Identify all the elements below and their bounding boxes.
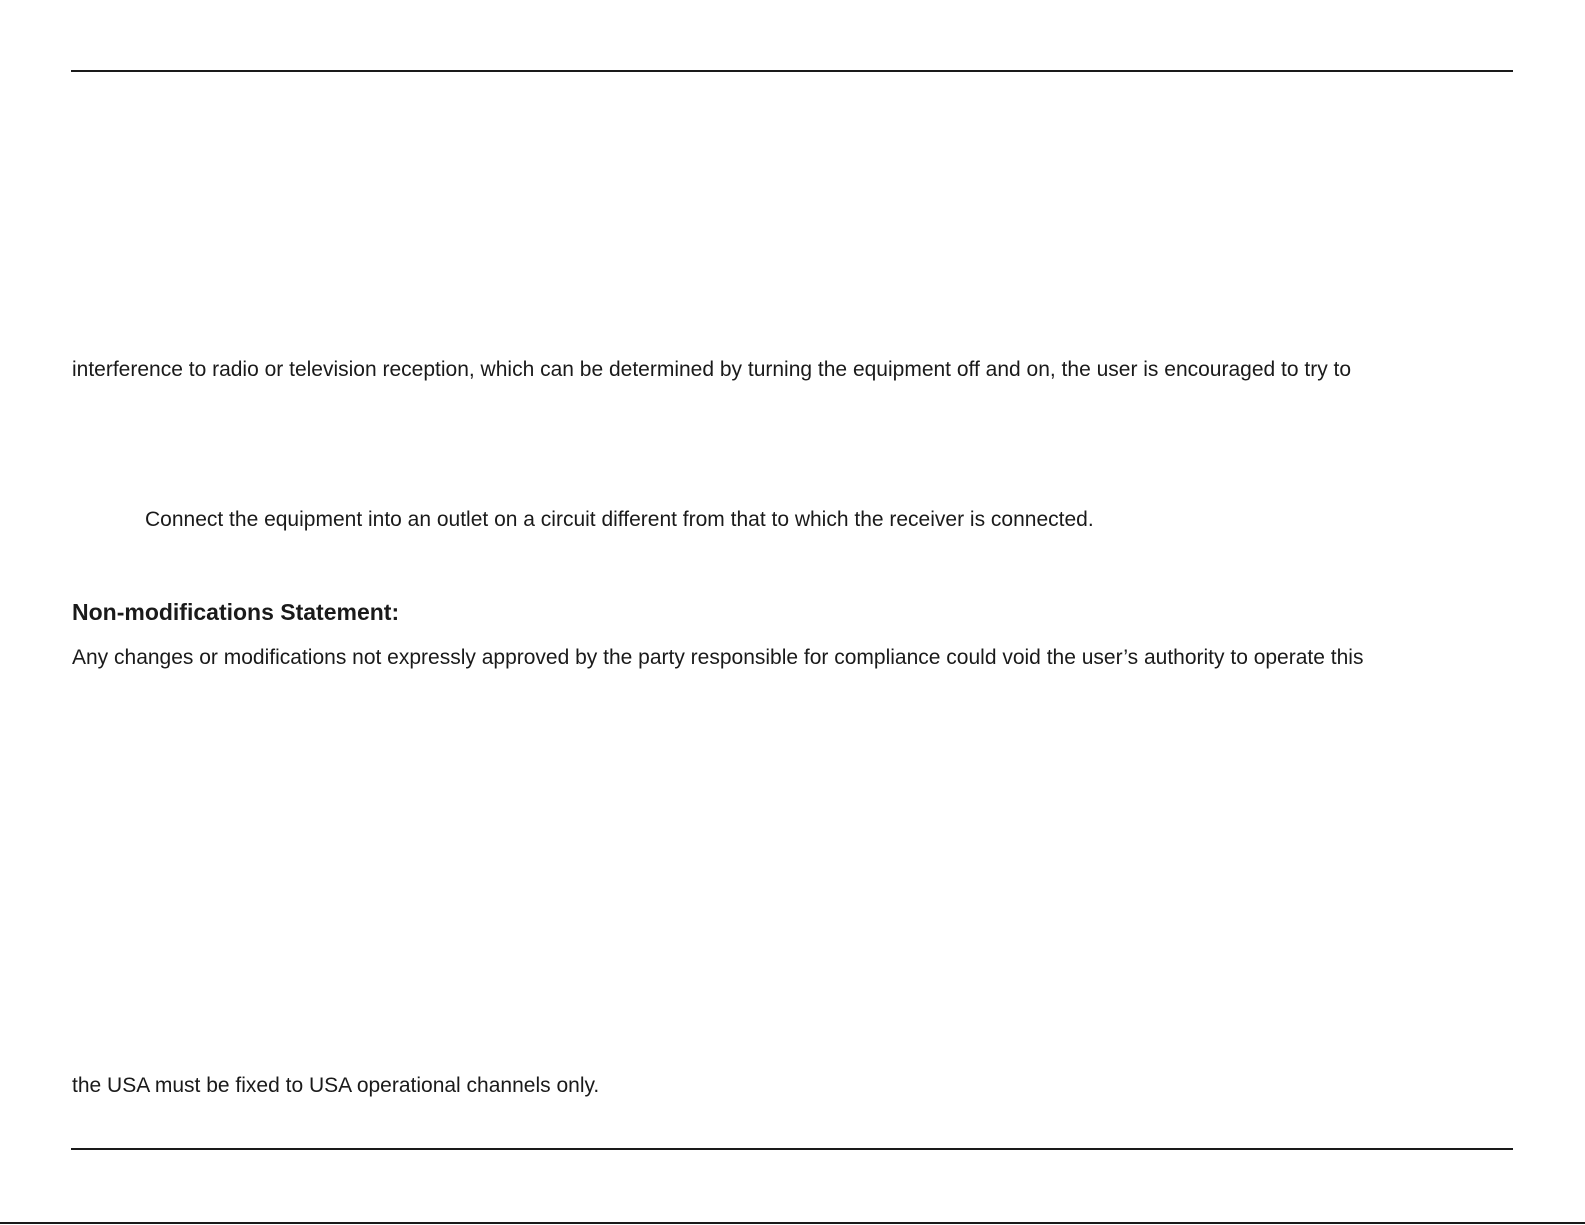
header-rule bbox=[71, 70, 1513, 72]
footer-rule bbox=[71, 1148, 1513, 1150]
bullet-text-connect-outlet: Connect the equipment into an outlet on a circuit different from that to which the receiver is connected. bbox=[145, 508, 1094, 531]
body-text-any-changes: Any changes or modifications not expressly approved by the party responsible for compliance could void the user’s authority to operate this bbox=[72, 646, 1364, 669]
section-heading-non-modifications: Non-modifications Statement: bbox=[72, 599, 400, 625]
body-text-interference: interference to radio or television reception, which can be determined by turning the equipment off and on, the user is encouraged to try to bbox=[72, 358, 1352, 381]
body-text-usa-channels: the USA must be fixed to USA operational channels only. bbox=[72, 1074, 600, 1097]
page-edge-rule bbox=[0, 1222, 1585, 1224]
